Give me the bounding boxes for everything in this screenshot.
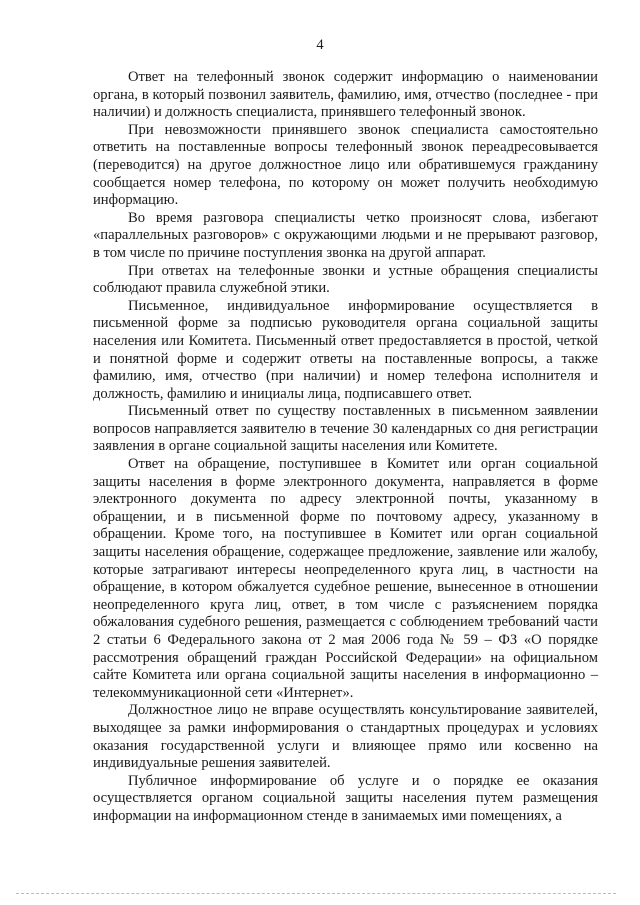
paragraph-public-informing: Публичное информирование об услуге и о порядке ее оказания осуществляется органом социальной защиты населения путем размещения информации на информационном стенде в занимаемых ими помещениях, а bbox=[93, 772, 598, 824]
footer-divider bbox=[16, 893, 616, 894]
paragraph-call-redirect: При невозможности принявшего звонок специалиста самостоятельно ответить на поставленные вопросы телефонный звонок переадресовывается (переводится) на другое должностное лицо или обратившемуся гражданину сообщается номер телефона, по которому он может получить необходимую информацию. bbox=[93, 121, 598, 209]
paragraph-phone-answer-content: Ответ на телефонный звонок содержит информацию о наименовании органа, в который позвонил заявитель, фамилию, имя, отчество (последнее - при наличии) и должность специалиста, принявшего телефонный звонок. bbox=[93, 69, 598, 121]
paragraph-conversation-rules: Во время разговора специалисты четко произносят слова, избегают «параллельных разговоров» с окружающими людьми и не прерывают разговор, в том числе по причине поступления звонка на другой аппарат. bbox=[93, 209, 598, 261]
paragraph-written-answer-deadline: Письменный ответ по существу поставленных в письменном заявлении вопросов направляется заявителю в течение 30 календарных со дня регистрации заявления в органе социальной защиты населения или Комитете. bbox=[93, 403, 598, 455]
document-body bbox=[93, 69, 598, 826]
paragraph-written-informing: Письменное, индивидуальное информирование осуществляется в письменной форме за подписью руководителя органа социальной защиты населения или Комитета. Письменный ответ предоставляется в простой, четкой и понятной форме и содержит ответы на поставленные вопросы, а также фамилию, имя, отчество (при наличии) и номер телефона исполнителя и должность, фамилию и инициалы лица, подписавшего ответ. bbox=[93, 297, 598, 402]
paragraph-electronic-appeal: Ответ на обращение, поступившее в Комитет или орган социальной защиты населения в форме электронного документа, направляется в форме электронного документа по адресу электронной почты, указанному в обращении, и в письменной форме по почтовому адресу, указанному в обращении. Кроме того, на поступившее в Комитет или орган социальной защиты населения обращение, содержащее предложение, заявление или жалобу, которые затрагивают интересы неопределенного круга лиц, в частности на обращение, в котором обжалуется судебное решение, вынесенное в отношении неопределенного круга лиц, ответ, в том числе с разъяснением порядка обжалования судебного решения, размещается с соблюдением требований части 2 статьи 6 Федерального закона от 2 мая 2006 года № 59 – ФЗ «О порядке рассмотрения обращений граждан Российской Федерации» на официальном сайте Комитета или органа социальной защиты населения в информационно – телекоммуникационной сети «Интернет». bbox=[93, 456, 598, 701]
paragraph-service-ethics: При ответах на телефонные звонки и устные обращения специалисты соблюдают правила служебной этики. bbox=[93, 262, 598, 297]
paragraph-consulting-limits: Должностное лицо не вправе осуществлять консультирование заявителей, выходящее за рамки информирования о стандартных процедурах и условиях оказания государственной услуги и влияющее прямо или косвенно на индивидуальные решения заявителей. bbox=[93, 702, 598, 772]
page-number: 4 bbox=[316, 37, 324, 53]
